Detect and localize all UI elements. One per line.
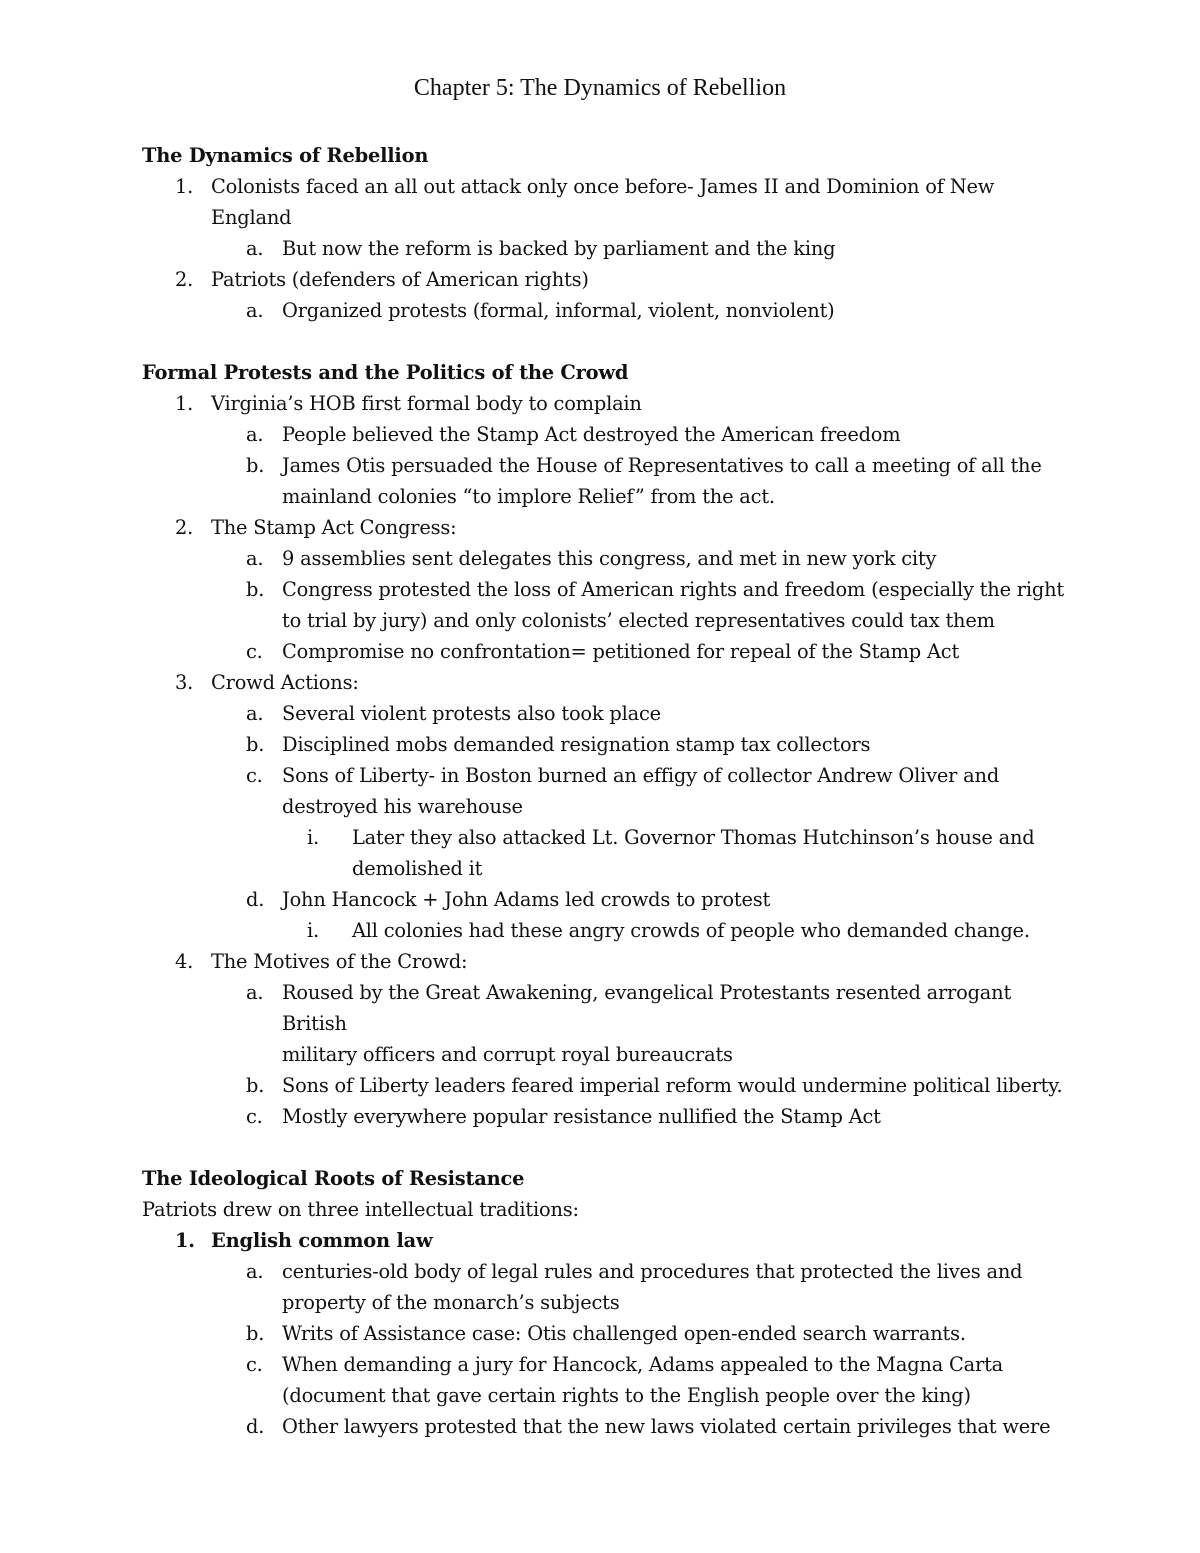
list-item bbox=[142, 698, 1072, 729]
list-marker: b. bbox=[246, 1074, 265, 1097]
list-item-text: Disciplined mobs demanded resignation stamp tax collectors bbox=[282, 733, 871, 756]
list-item bbox=[142, 1256, 1072, 1318]
list-marker: a. bbox=[246, 237, 264, 260]
list-marker: 3. bbox=[175, 671, 194, 694]
list-marker: b. bbox=[246, 454, 265, 477]
list-marker: b. bbox=[246, 578, 265, 601]
list-item bbox=[142, 450, 1072, 512]
list-item bbox=[142, 388, 1072, 419]
list-item bbox=[142, 512, 1072, 543]
list-item-text: Mostly everywhere popular resistance nullified the Stamp Act bbox=[282, 1105, 881, 1128]
list-item-text: Other lawyers protested that the new laws violated certain privileges that were bbox=[282, 1415, 1051, 1438]
list-marker: i. bbox=[307, 826, 319, 849]
list-item-text: People believed the Stamp Act destroyed the American freedom bbox=[282, 423, 901, 446]
spacer bbox=[142, 326, 1072, 357]
list-marker: c. bbox=[246, 1353, 263, 1376]
list-marker: 4. bbox=[175, 950, 194, 973]
list-marker: d. bbox=[246, 888, 265, 911]
list-marker: 2. bbox=[175, 268, 194, 291]
list-item bbox=[142, 729, 1072, 760]
list-item-text: John Hancock + John Adams led crowds to protest bbox=[282, 888, 771, 911]
list-marker: a. bbox=[246, 423, 264, 446]
list-item bbox=[142, 977, 1072, 1070]
page-title: Chapter 5: The Dynamics of Rebellion bbox=[413, 75, 787, 101]
list-marker: 2. bbox=[175, 516, 194, 539]
list-item bbox=[142, 295, 1072, 326]
list-item-text: The Stamp Act Congress: bbox=[211, 516, 457, 539]
list-item-text: Organized protests (formal, informal, violent, nonviolent) bbox=[282, 299, 835, 322]
list-item bbox=[142, 264, 1072, 295]
section-heading: The Ideological Roots of Resistance bbox=[142, 1167, 525, 1190]
list-item bbox=[142, 667, 1072, 698]
list-item bbox=[142, 1101, 1072, 1132]
list-item bbox=[142, 915, 1072, 946]
spacer bbox=[142, 1132, 1072, 1163]
list-item bbox=[142, 822, 1072, 884]
list-item-text: James Otis persuaded the House of Representatives to call a meeting of all the mainland colonies “to implore Relief” from the act. bbox=[282, 454, 1042, 508]
list-item bbox=[142, 574, 1072, 636]
list-item bbox=[142, 419, 1072, 450]
list-item bbox=[142, 1225, 1072, 1256]
list-item-text: centuries-old body of legal rules and procedures that protected the lives and property of the monarch’s subjects bbox=[282, 1260, 1023, 1314]
list-item-text: Congress protested the loss of American rights and freedom (especially the right to trial by jury) and only colonists’ elected representatives could tax them bbox=[282, 578, 1064, 632]
list-item-text: Sons of Liberty- in Boston burned an effigy of collector Andrew Oliver and destroyed his warehouse bbox=[282, 764, 1000, 818]
section-heading: The Dynamics of Rebellion bbox=[142, 144, 429, 167]
list-marker: i. bbox=[307, 919, 319, 942]
list-item-text: All colonies had these angry crowds of people who demanded change. bbox=[352, 919, 1030, 942]
list-item-text: Roused by the Great Awakening, evangelical Protestants resented arrogant British military officers and corrupt royal bureaucrats bbox=[282, 981, 1012, 1066]
list-item bbox=[142, 636, 1072, 667]
list-marker: d. bbox=[246, 1415, 265, 1438]
list-marker: c. bbox=[246, 764, 263, 787]
list-item bbox=[142, 171, 1072, 233]
list-item-text: Crowd Actions: bbox=[211, 671, 359, 694]
list-marker: b. bbox=[246, 1322, 265, 1345]
list-item-text: Compromise no confrontation= petitioned for repeal of the Stamp Act bbox=[282, 640, 960, 663]
list-marker: 1. bbox=[175, 175, 194, 198]
list-item-text: 9 assemblies sent delegates this congress, and met in new york city bbox=[282, 547, 937, 570]
list-item-text: Virginia’s HOB first formal body to complain bbox=[211, 392, 642, 415]
list-item bbox=[142, 543, 1072, 574]
document-body bbox=[142, 140, 1072, 1442]
list-marker: a. bbox=[246, 702, 264, 725]
list-item bbox=[142, 884, 1072, 915]
list-item-text: Later they also attacked Lt. Governor Thomas Hutchinson’s house and demolished it bbox=[352, 826, 1035, 880]
list-item bbox=[142, 1411, 1072, 1442]
list-item-text: Several violent protests also took place bbox=[282, 702, 661, 725]
list-item-text: English common law bbox=[211, 1229, 433, 1252]
list-marker: 1. bbox=[175, 1229, 195, 1252]
list-marker: a. bbox=[246, 547, 264, 570]
list-item-text: Sons of Liberty leaders feared imperial reform would undermine political liberty. bbox=[282, 1074, 1063, 1097]
list-item-text: Patriots (defenders of American rights) bbox=[211, 268, 589, 291]
list-item-text: But now the reform is backed by parliament and the king bbox=[282, 237, 836, 260]
list-marker: a. bbox=[246, 299, 264, 322]
list-marker: 1. bbox=[175, 392, 194, 415]
list-marker: c. bbox=[246, 1105, 263, 1128]
section-intro: Patriots drew on three intellectual traditions: bbox=[142, 1198, 579, 1221]
list-item bbox=[142, 1318, 1072, 1349]
list-item bbox=[142, 946, 1072, 977]
list-marker: b. bbox=[246, 733, 265, 756]
list-item-text: When demanding a jury for Hancock, Adams appealed to the Magna Carta (document that gave certain rights to the English people over the king) bbox=[282, 1353, 1004, 1407]
list-item bbox=[142, 233, 1072, 264]
list-marker: a. bbox=[246, 981, 264, 1004]
list-marker: a. bbox=[246, 1260, 264, 1283]
section-heading: Formal Protests and the Politics of the Crowd bbox=[142, 361, 629, 384]
list-item bbox=[142, 1070, 1072, 1101]
list-item bbox=[142, 760, 1072, 822]
list-item-text: The Motives of the Crowd: bbox=[211, 950, 468, 973]
list-item-text: Writs of Assistance case: Otis challenged open-ended search warrants. bbox=[282, 1322, 966, 1345]
list-item-text: Colonists faced an all out attack only once before- James II and Dominion of New England bbox=[211, 175, 995, 229]
list-item bbox=[142, 1349, 1072, 1411]
list-marker: c. bbox=[246, 640, 263, 663]
